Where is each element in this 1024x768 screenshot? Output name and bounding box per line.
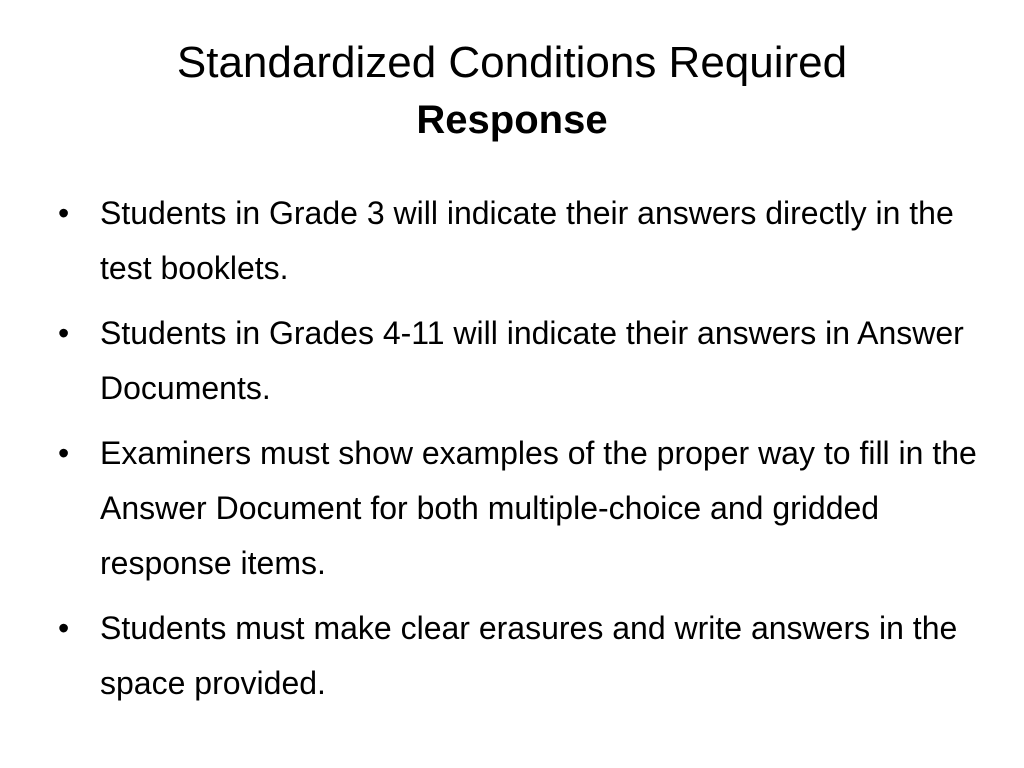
slide-subtitle: Response xyxy=(416,98,608,142)
bullet-item xyxy=(58,306,978,416)
bullet-text: Examiners must show examples of the proper way to fill in the Answer Document for both multiple-choice and gridded response items. xyxy=(100,435,977,581)
bullet-dot-icon: • xyxy=(58,610,70,646)
slide-title: Standardized Conditions Required xyxy=(176,38,848,87)
bullet-text: Students in Grade 3 will indicate their answers directly in the test booklets. xyxy=(100,195,954,286)
bullet-dot-icon: • xyxy=(58,315,70,351)
bullet-text: Students must make clear erasures and write answers in the space provided. xyxy=(100,610,958,701)
bullet-item xyxy=(58,426,978,591)
bullet-item xyxy=(58,601,978,711)
title-block xyxy=(40,34,984,148)
bullet-item xyxy=(58,186,978,296)
bullet-list xyxy=(58,186,978,721)
bullet-text: Students in Grades 4-11 will indicate their answers in Answer Documents. xyxy=(100,315,964,406)
bullet-dot-icon: • xyxy=(58,195,70,231)
bullet-dot-icon: • xyxy=(58,435,70,471)
